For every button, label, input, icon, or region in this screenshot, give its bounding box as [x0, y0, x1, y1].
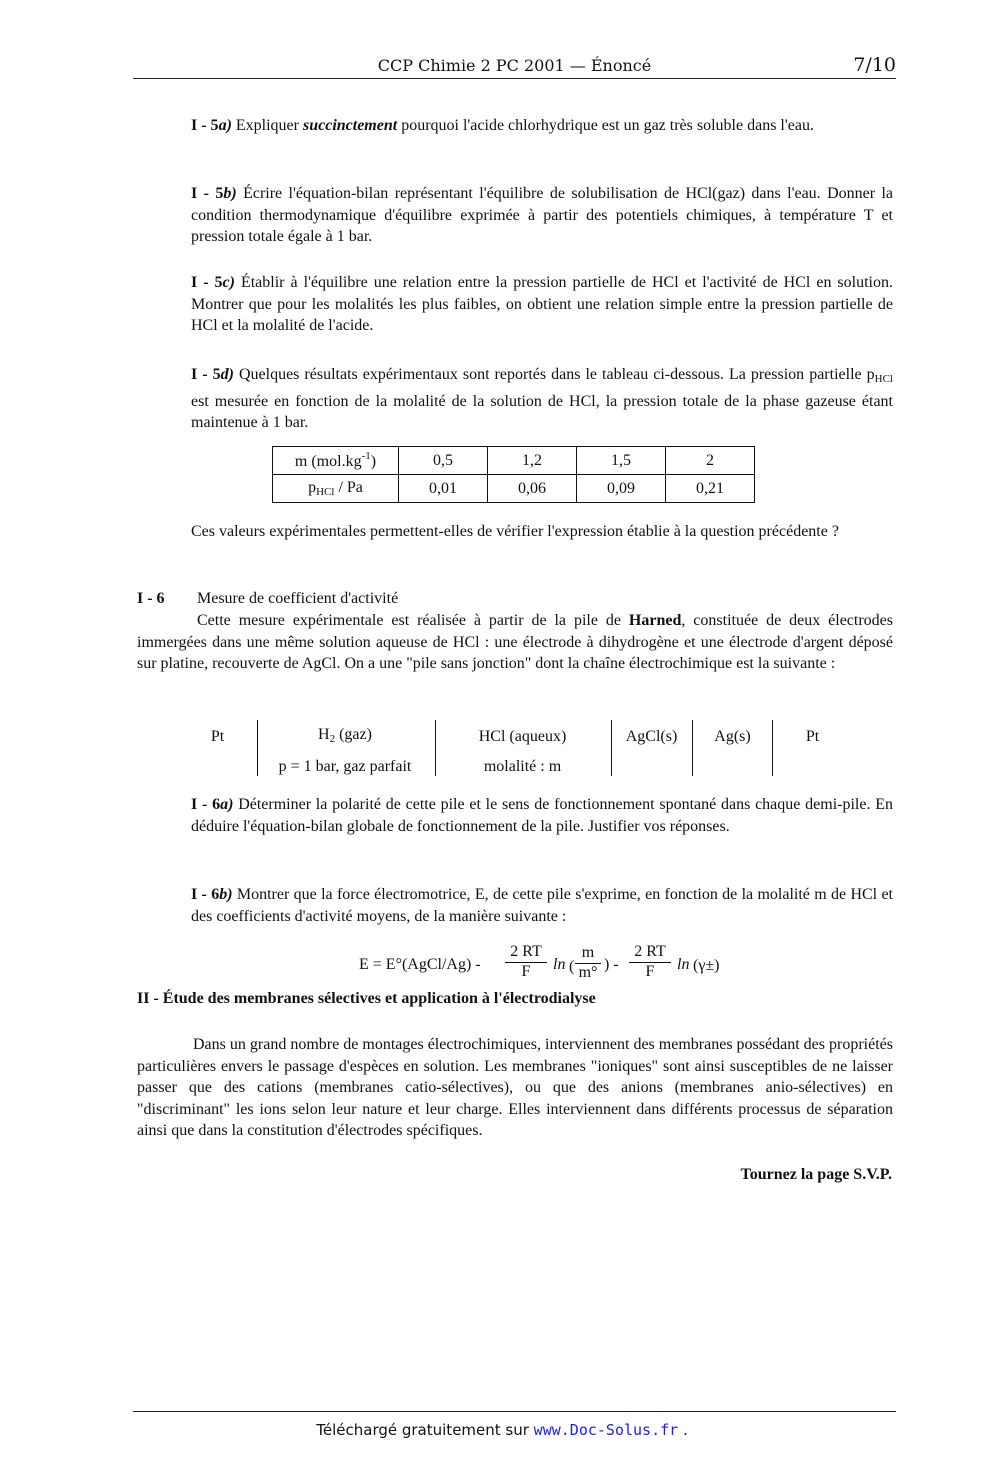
table-cell: 2 — [666, 447, 755, 475]
page-footer: Téléchargé gratuitement sur www.Doc-Solus.fr . — [316, 1421, 688, 1439]
table-row-molality — [273, 447, 755, 475]
formula-gamma: (γ±) — [693, 957, 720, 974]
formula-ln: ln — [553, 956, 566, 973]
table-cell: 1,5 — [577, 447, 666, 475]
section-i6-title: Mesure de coefficient d'activité — [197, 590, 399, 607]
chain-pt-left: Pt — [210, 728, 225, 745]
chain-separator — [435, 720, 436, 776]
turn-page-note: Tournez la page S.V.P. — [740, 1166, 892, 1183]
measurement-table — [272, 446, 755, 503]
page-header — [133, 54, 896, 79]
section-i6-intro: Cette mesure expérimentale est réalisée à partir de la pile de Harned, constituée de deux électrodes immergées dans une même solution aqueuse de HCl : une électrode à dihydrogène et une électrode d'argent déposé sur platine, recouverte de AgCl. On a une "pile sans jonction" dont la chaîne électrochimique est la suivante : — [137, 612, 894, 672]
chain-separator — [257, 720, 258, 776]
chain-ag: Ag(s) — [714, 728, 751, 745]
chain-pt-right: Pt — [805, 728, 820, 745]
chain-hcl-condition: molalité : m — [483, 758, 562, 775]
question-i5d-followup: Ces valeurs expérimentales permettent-elles de vérifier l'expression établie à la question précédente ? — [191, 523, 839, 540]
chain-separator — [692, 720, 693, 776]
question-i5b: I - 5b) Écrire l'équation-bilan représentant l'équilibre de solubilisation de HCl(gaz) dans l'eau. Donner la condition thermodynamique d'équilibre exprimée à partir des potentiels chimiques, à température T et pression totale égale à 1 bar. — [191, 185, 894, 245]
question-i5a: I - 5a) Expliquer succinctement pourquoi l'acide chlorhydrique est un gaz très soluble dans l'eau. — [191, 117, 814, 134]
formula-minus: ) - — [604, 956, 619, 973]
question-i6b: I - 6b) Montrer que la force électromotrice, E, de cette pile s'exprime, en fonction de la molalité m de HCl et des coefficients d'activité moyens, de la manière suivante : — [191, 886, 893, 925]
header-title: CCP Chimie 2 PC 2001 — Énoncé — [377, 56, 652, 75]
table-cell: 1,2 — [488, 447, 577, 475]
section-i6-label: I - 6 — [137, 590, 165, 607]
formula-ln: ln — [677, 956, 690, 973]
question-i6a: I - 6a) Déterminer la polarité de cette pile et le sens de fonctionnement spontané dans chaque demi-pile. En déduire l'équation-bilan globale de fonctionnement de la pile. Justifier vos réponses. — [191, 796, 893, 835]
table-cell: 0,21 — [666, 475, 755, 503]
formula-fraction-rtf: $\frac{2 RT}{F}$ — [505, 943, 547, 981]
formula-fraction-rtf: $\frac{2 RT}{F}$ — [629, 943, 671, 981]
question-i5c: I - 5c) Établir à l'équilibre une relation entre la pression partielle de HCl et l'activité de HCl en solution. Montrer que pour les molalités les plus faibles, on obtient une relation simple entre la pression partielle de HCl et la molalité de l'acide. — [191, 274, 893, 334]
formula-fraction-m: $\frac{m}{m^\circ}$ — [575, 944, 601, 982]
table-header-molality: m $(mol.kg^{-1})$ — [273, 447, 399, 475]
page-number: 7/10 — [853, 54, 896, 76]
table-cell: 0,5 — [399, 447, 488, 475]
chain-separator — [611, 720, 612, 776]
table-cell: 0,06 — [488, 475, 577, 503]
emf-formula — [355, 938, 735, 986]
part2-text: Dans un grand nombre de montages électrochimiques, interviennent des membranes possédant des propriétés particulières envers le passage d'espèces en solution. Les membranes "ioniques" sont ainsi susceptibles de ne laisser passer que des cations (membranes catio-sélectives), ou que des anions (membranes anio-sélectives) en "discriminant" les ions selon leur nature et leur charge. Elles interviennent dans différents processus de séparation ainsi que dans la constitution d'électrodes spécifiques. — [137, 1036, 893, 1139]
chain-agcl: AgCl(s) — [625, 728, 678, 745]
doc-solus-link[interactable]: www.Doc-Solus.fr — [533, 1421, 679, 1439]
table-cell: 0,01 — [399, 475, 488, 503]
electrochemical-chain — [190, 718, 850, 780]
part2-title: II - Étude des membranes sélectives et application à l'électrodialyse — [137, 990, 596, 1007]
table-header-pressure: $p_{HCl}$ / Pa — [273, 475, 399, 503]
chain-separator — [772, 720, 773, 776]
chain-hcl: HCl (aqueux) — [478, 728, 567, 745]
formula-paren: ( — [569, 958, 575, 975]
table-cell: 0,09 — [577, 475, 666, 503]
chain-h2-condition: p = 1 bar, gaz parfait — [278, 758, 412, 775]
table-row-pressure — [273, 475, 755, 503]
chain-h2: $H_2$ (gaz) — [318, 726, 372, 745]
footer-rule — [133, 1411, 896, 1412]
question-i5d: I - 5d) Quelques résultats expérimentaux sont reportés dans le tableau ci-dessous. La pression partielle $p_{HCl}$ est mesurée en fonction de la molalité de la solution de HCl, la pression totale de la phase gazeuse étant maintenue à 1 bar. — [191, 366, 893, 431]
formula-lhs: E = E°(AgCl/Ag) - — [359, 956, 481, 973]
